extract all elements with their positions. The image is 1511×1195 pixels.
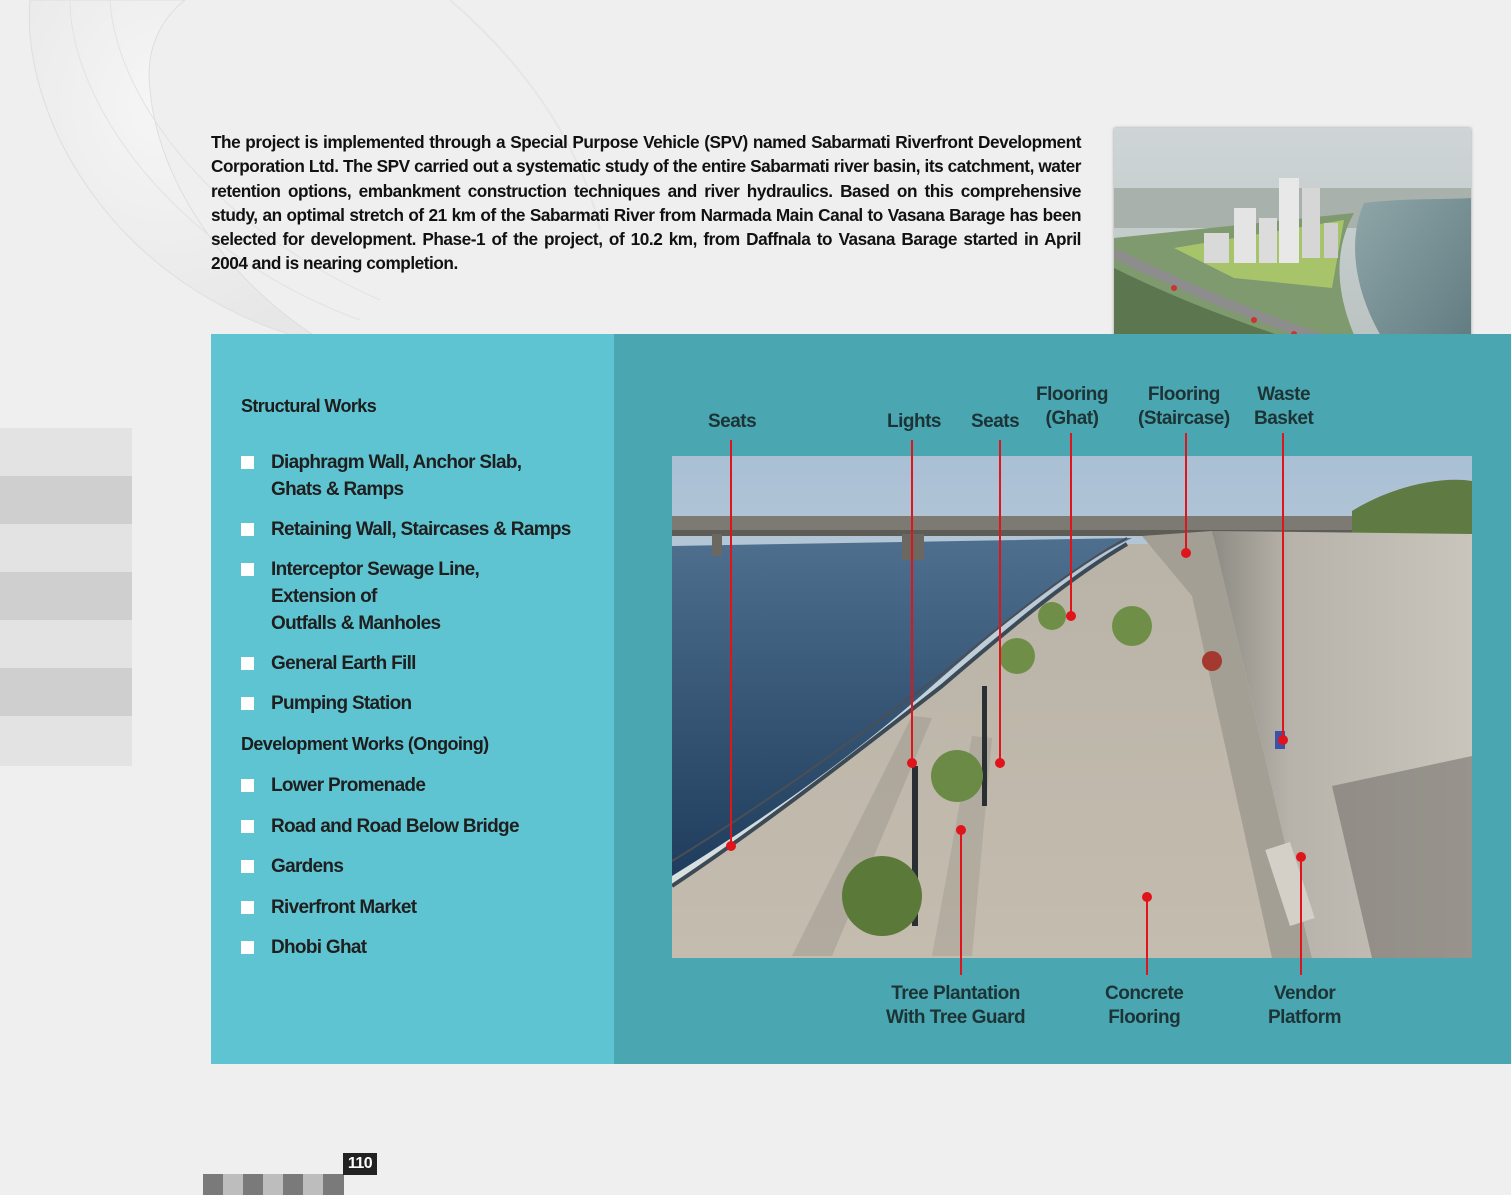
label-lights: Lights xyxy=(887,411,941,432)
bullet-icon xyxy=(241,860,254,873)
label-concrete-flooring: Concrete Flooring xyxy=(1105,983,1184,1028)
label-flooring-ghat: Flooring (Ghat) xyxy=(1036,384,1108,429)
leader-line xyxy=(960,830,962,975)
list-item: Diaphragm Wall, Anchor Slab, Ghats & Ramps xyxy=(241,449,571,503)
structural-works-heading: Structural Works xyxy=(241,396,377,416)
page-number: 110 xyxy=(343,1153,377,1175)
bullet-icon xyxy=(241,901,254,914)
list-item: Retaining Wall, Staircases & Ramps xyxy=(241,516,571,543)
leader-line xyxy=(1282,433,1284,740)
label-flooring-staircase: Flooring (Staircase) xyxy=(1138,384,1230,429)
list-item: Interceptor Sewage Line, Extension of Outfalls & Manholes xyxy=(241,556,571,637)
list-item: Road and Road Below Bridge xyxy=(241,813,519,840)
bullet-icon xyxy=(241,523,254,536)
leader-line xyxy=(1146,897,1148,975)
leader-line xyxy=(730,440,732,846)
marker-dot xyxy=(956,825,966,835)
development-works-heading: Development Works (Ongoing) xyxy=(241,734,489,754)
marker-dot xyxy=(1181,548,1191,558)
leader-line xyxy=(999,440,1001,763)
leader-line xyxy=(1300,857,1302,975)
bullet-icon xyxy=(241,941,254,954)
marker-dot xyxy=(1278,735,1288,745)
development-works-list xyxy=(241,772,519,961)
label-vendor-platform: Vendor Platform xyxy=(1268,983,1342,1028)
label-seats-right: Seats xyxy=(971,411,1020,432)
list-item: General Earth Fill xyxy=(241,650,571,677)
intro-paragraph: The project is implemented through a Special Purpose Vehicle (SPV) named Sabarmati Riverfront Development Corporation Ltd. The SPV carried out a systematic study of the entire Sabarmati river basin, its catchment, water retention options, embankment construction techniques and river hydraulics. Based on this comprehensive study, an optimal stretch of 21 km of the Sabarmati River from Narmada Main Canal to Vasana Barage has been selected for development. Phase-1 of the project, of 10.2 km, from Daffnala to Vasana Barage started in April 2004 and is nearing completion. xyxy=(211,132,1081,274)
decorative-stripes xyxy=(0,428,132,766)
list-item: Gardens xyxy=(241,853,519,880)
bullet-icon xyxy=(241,456,254,469)
leader-line xyxy=(1185,433,1187,553)
promenade-photo xyxy=(672,456,1472,958)
bullet-icon xyxy=(241,820,254,833)
bullet-icon xyxy=(241,697,254,710)
marker-dot xyxy=(1066,611,1076,621)
marker-dot xyxy=(1296,852,1306,862)
list-item: Pumping Station xyxy=(241,690,571,717)
marker-dot xyxy=(995,758,1005,768)
marker-dot xyxy=(726,841,736,851)
list-item: Lower Promenade xyxy=(241,772,519,799)
label-waste-basket: Waste Basket xyxy=(1254,384,1314,429)
leader-line xyxy=(1070,433,1072,616)
bullet-icon xyxy=(241,779,254,792)
leader-line xyxy=(911,440,913,763)
bullet-icon xyxy=(241,657,254,670)
page-strip xyxy=(203,1174,344,1195)
marker-dot xyxy=(1142,892,1152,902)
list-item: Dhobi Ghat xyxy=(241,934,519,961)
marker-dot xyxy=(907,758,917,768)
structural-works-list xyxy=(241,449,571,717)
list-item: Riverfront Market xyxy=(241,894,519,921)
label-tree-plantation: Tree Plantation With Tree Guard xyxy=(886,983,1026,1028)
aerial-view-image xyxy=(1114,128,1471,356)
bullet-icon xyxy=(241,563,254,576)
label-seats-left: Seats xyxy=(708,411,757,432)
